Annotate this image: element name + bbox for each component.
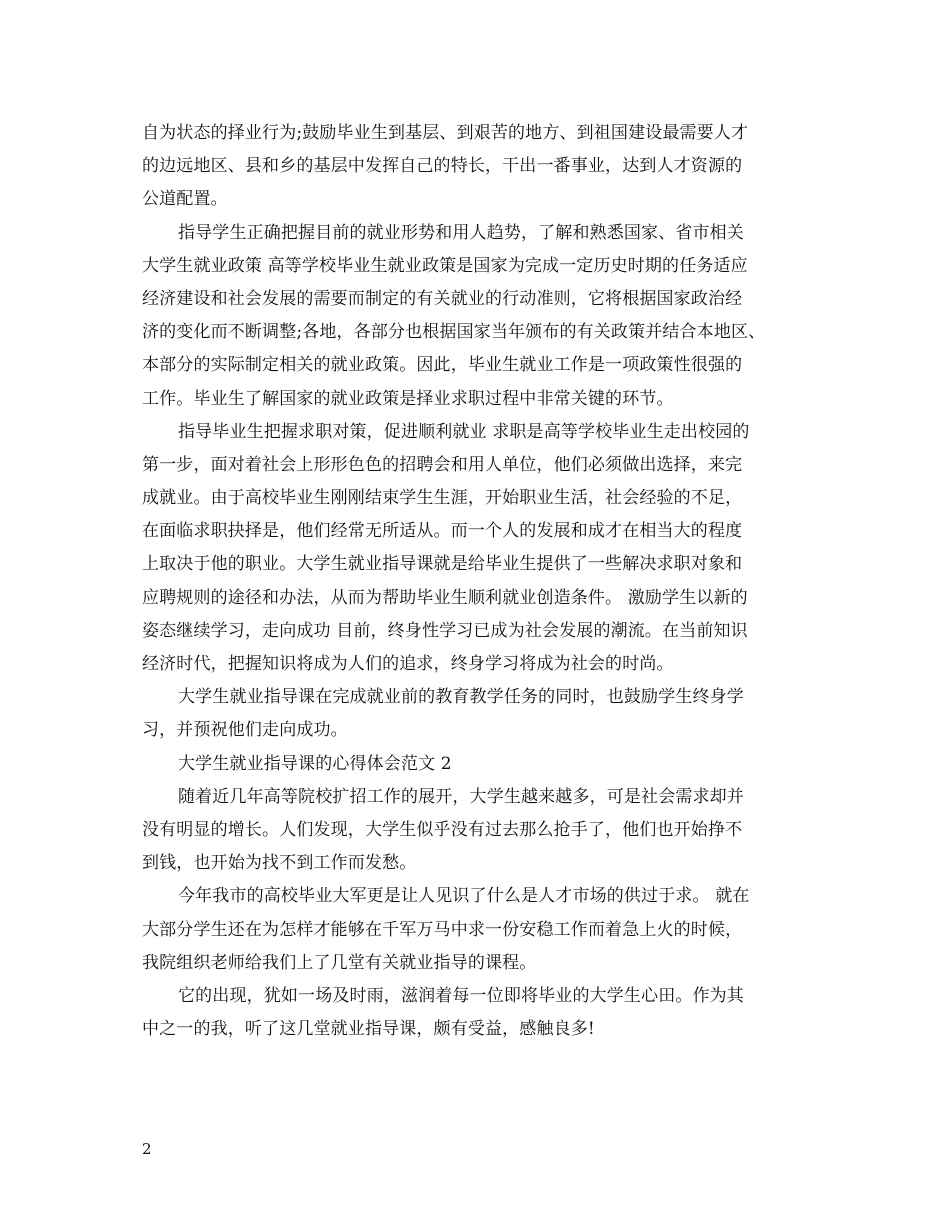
paragraph-first-line: 随着近几年高等院校扩招工作的展开，大学生越来越多，可是社会需求却并 [178, 786, 744, 807]
paragraph-first-line: 今年我市的高校毕业大军更是让人见识了什么是人才市场的供过于求。 就在 [178, 886, 750, 907]
text-line: 大部分学生还在为怎样才能够在千军万马中求一份安稳工作而着急上火的时候， [142, 919, 743, 940]
text-line: 我院组织老师给我们上了几堂有关就业指导的课程。 [142, 952, 537, 973]
text-line: 成就业。由于高校毕业生刚刚结束学生生涯，开始职业生活，社会经验的不足， [142, 488, 743, 509]
page-number: 2 [142, 1140, 152, 1158]
text-line: 济的变化而不断调整;各地，各部分也根据国家当年颁布的有关政策并结合本地区、 [142, 322, 766, 343]
text-line: 到钱，也开始为找不到工作而发愁。 [142, 853, 417, 874]
text-line: 工作。毕业生了解国家的就业政策是择业求职过程中非常关键的环节。 [142, 388, 674, 409]
text-line: 的边远地区、县和乡的基层中发挥自己的特长，干出一番事业，达到人才资源的 [142, 156, 743, 177]
paragraph-first-line: 指导学生正确把握目前的就业形势和用人趋势，了解和熟悉国家、省市相关 [178, 222, 744, 243]
text-line: 应聘规则的途径和办法，从而为帮助毕业生顺利就业创造条件。 激励学生以新的 [142, 587, 748, 608]
text-line: 本部分的实际制定相关的就业政策。因此，毕业生就业工作是一项政策性很强的 [142, 355, 743, 376]
text-line: 公道配置。 [142, 189, 228, 210]
paragraph-first-line: 大学生就业指导课的心得体会范文 2 [178, 753, 452, 774]
text-line: 经济时代，把握知识将成为人们的追求，终身学习将成为社会的时尚。 [142, 654, 674, 674]
text-line: 第一步，面对着社会上形形色色的招聘会和用人单位，他们必须做出选择，来完 [142, 454, 743, 475]
paragraph-first-line: 大学生就业指导课在完成就业前的教育教学任务的同时，也鼓励学生终身学 [178, 687, 744, 708]
text-line: 大学生就业政策 高等学校毕业生就业政策是国家为完成一定历史时期的任务适应 [142, 255, 748, 276]
text-line: 中之一的我，听了这几堂就业指导课，颇有受益，感触良多! [142, 1019, 595, 1040]
paragraph-first-line: 它的出现，犹如一场及时雨，滋润着每一位即将毕业的大学生心田。作为其 [178, 985, 744, 1006]
text-line: 经济建设和社会发展的需要而制定的有关就业的行动准则，它将根据国家政治经 [142, 288, 743, 309]
text-line: 没有明显的增长。人们发现，大学生似乎没有过去那么抢手了，他们也开始挣不 [142, 819, 743, 840]
text-line: 上取决于他的职业。大学生就业指导课就是给毕业生提供了一些解决求职对象和 [142, 554, 743, 575]
text-line: 姿态继续学习，走向成功 目前，终身性学习已成为社会发展的潮流。在当前知识 [142, 620, 748, 641]
text-line: 在面临求职抉择是，他们经常无所适从。而一个人的发展和成才在相当大的程度 [142, 521, 743, 542]
body-text [142, 117, 822, 1046]
text-line: 习，并预祝他们走向成功。 [142, 720, 348, 741]
paragraph-first-line: 指导毕业生把握求职对策，促进顺利就业 求职是高等学校毕业生走出校园的 [178, 421, 750, 442]
text-line: 自为状态的择业行为;鼓励毕业生到基层、到艰苦的地方、到祖国建设最需要人才 [142, 123, 749, 143]
